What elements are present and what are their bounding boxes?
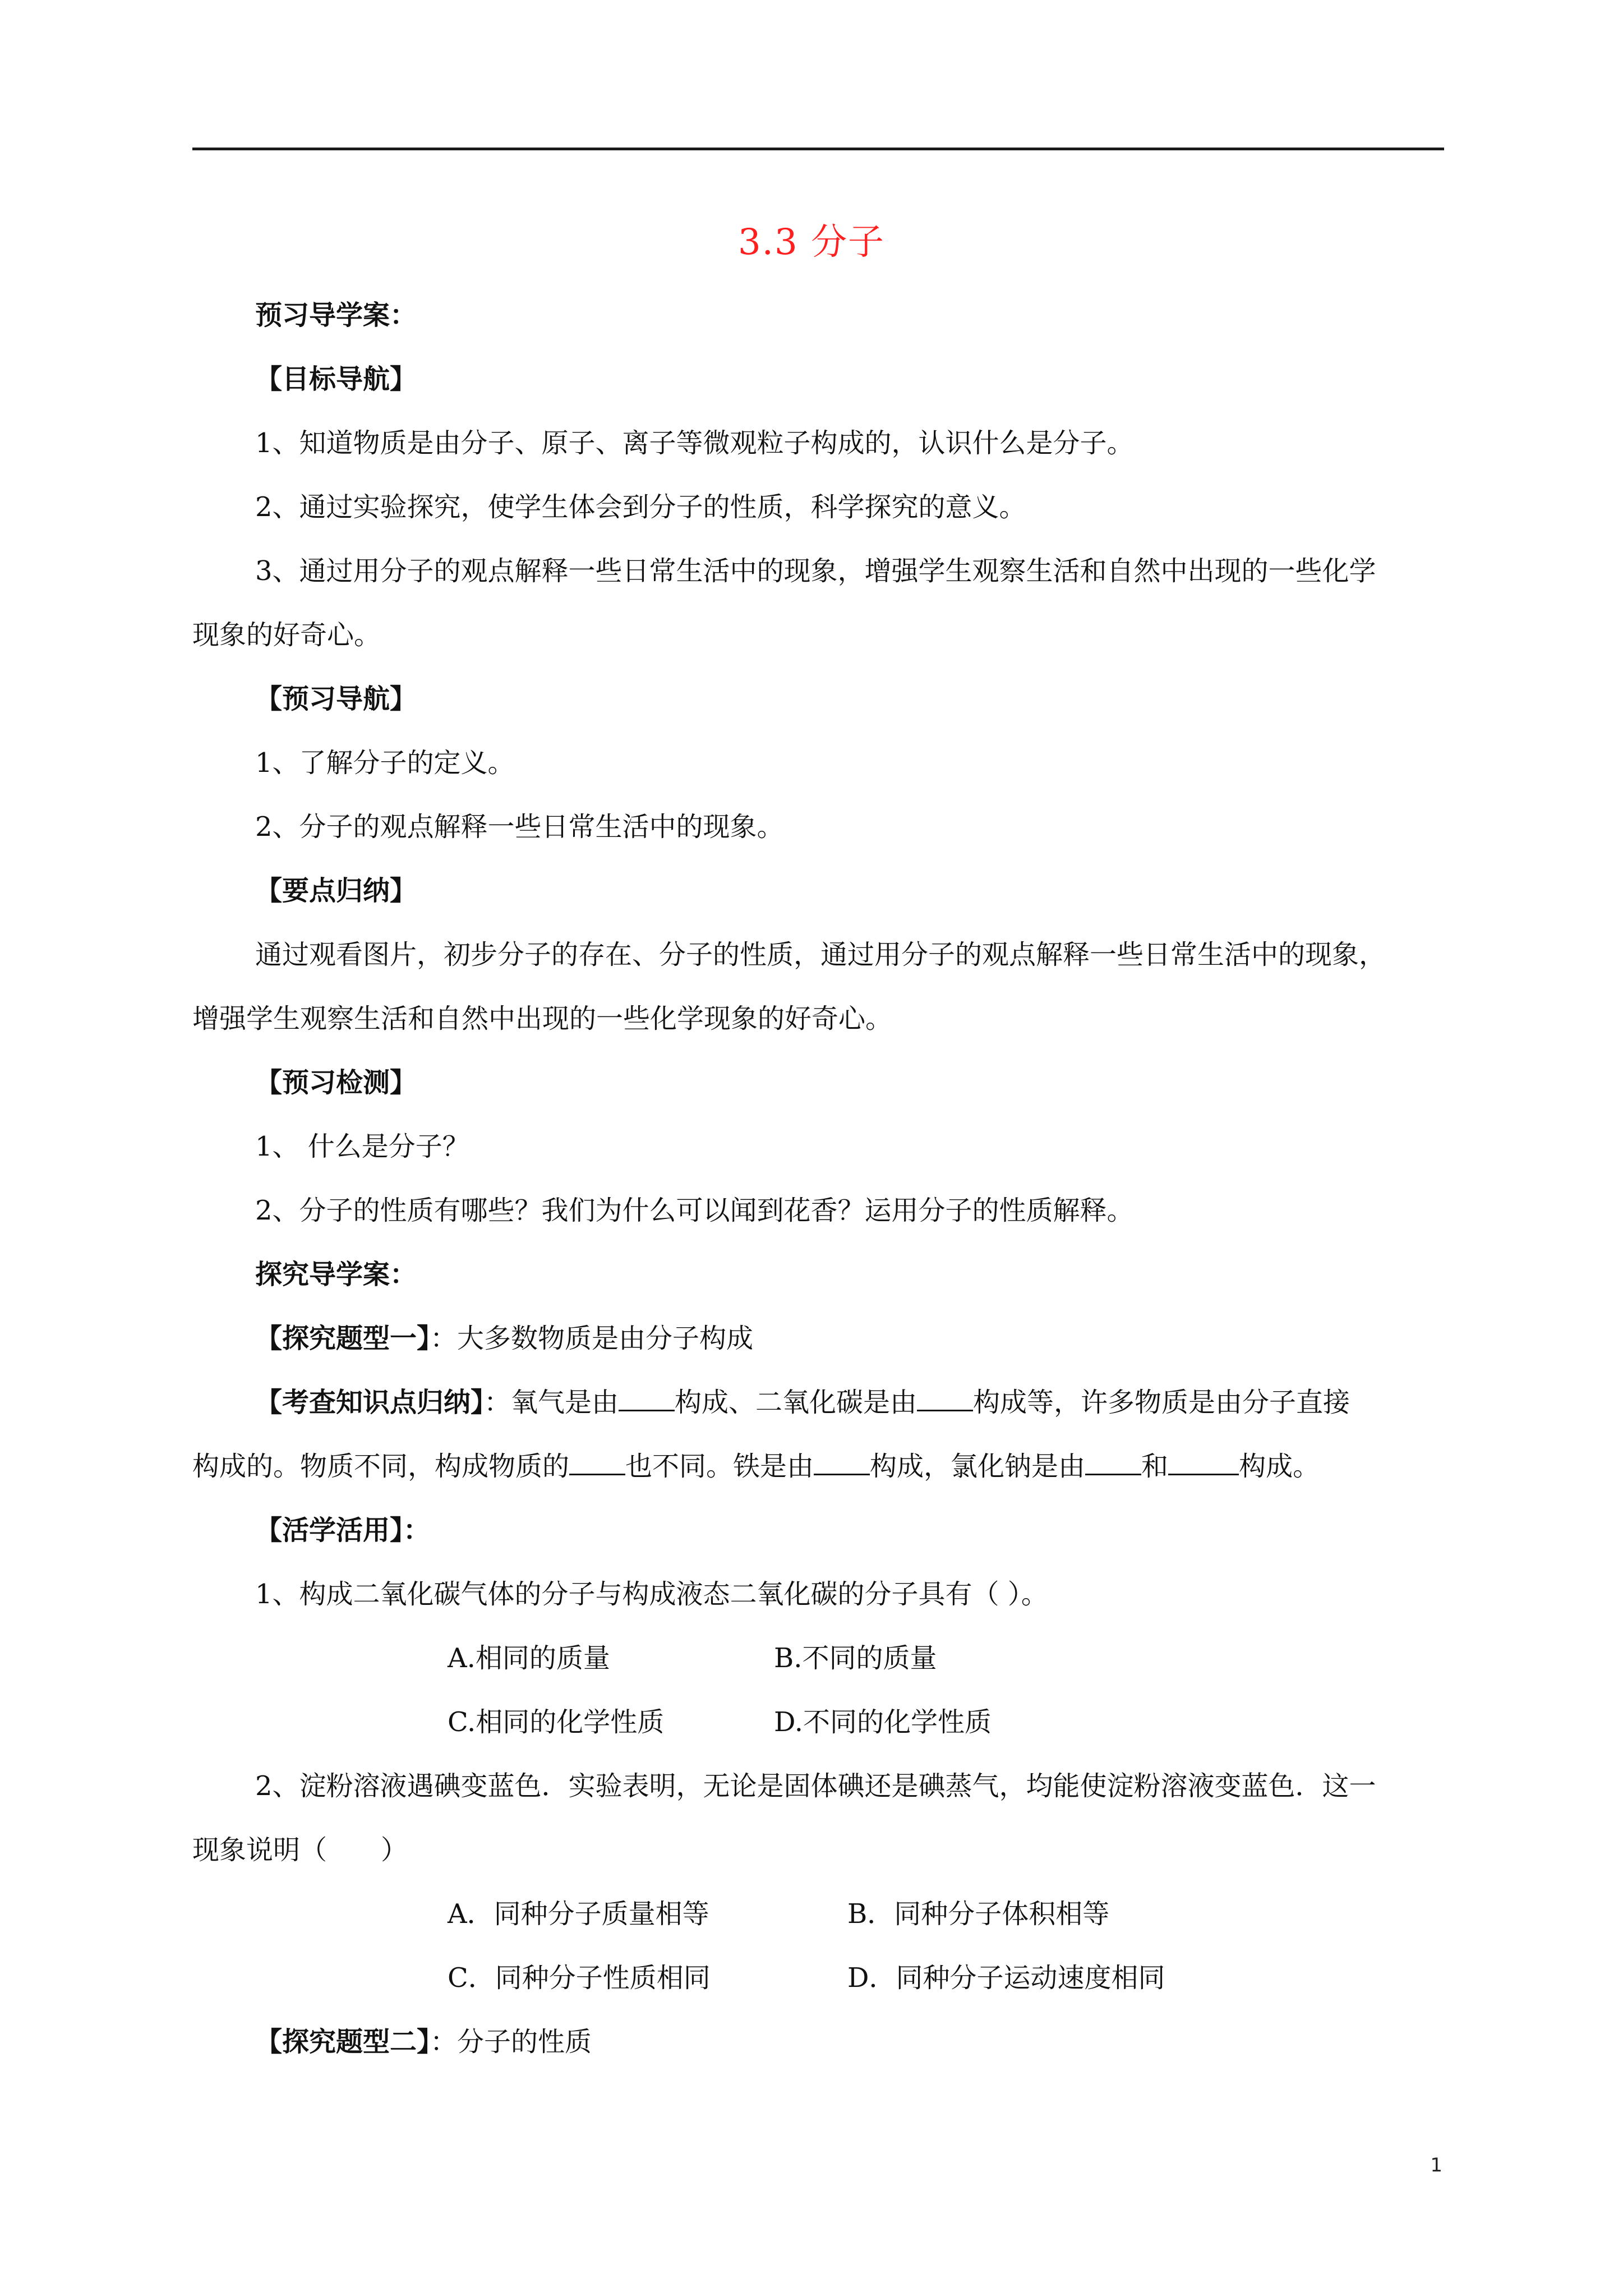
knowledge-text: 构成，氯化钠是由 bbox=[870, 1451, 1086, 1482]
knowledge-text: 和 bbox=[1141, 1451, 1169, 1482]
fill-blank[interactable] bbox=[1085, 1451, 1141, 1475]
question-1: 1、构成二氧化碳气体的分子与构成液态二氧化碳的分子具有（ ）。 bbox=[255, 1579, 1048, 1610]
goal-item: 1、知道物质是由分子、原子、离子等微观粒子构成的，认识什么是分子。 bbox=[255, 427, 1134, 459]
question-2-continued: 现象说明（ ） bbox=[192, 1834, 408, 1866]
fill-blank[interactable] bbox=[569, 1451, 625, 1475]
knowledge-text: ：氧气是由 bbox=[484, 1387, 619, 1418]
q1-option-a[interactable]: A.相同的质量 bbox=[448, 1642, 610, 1674]
page-number: 1 bbox=[1430, 2154, 1442, 2177]
goal-item-continued: 现象的好奇心。 bbox=[192, 619, 381, 651]
check-item: 2、分子的性质有哪些？我们为什么可以闻到花香？运用分子的性质解释。 bbox=[255, 1195, 1134, 1226]
fill-blank[interactable] bbox=[1168, 1451, 1239, 1475]
points-heading: 【要点归纳】 bbox=[255, 875, 417, 907]
apply-label: 【活学活用】 bbox=[255, 1515, 404, 1546]
apply-heading-line bbox=[192, 1498, 1507, 1562]
knowledge-text: 构成。 bbox=[1239, 1451, 1320, 1482]
q1-option-b[interactable]: B.不同的质量 bbox=[774, 1642, 937, 1674]
goals-heading: 【目标导航】 bbox=[255, 364, 417, 395]
explore-heading: 探究导学案： bbox=[255, 1259, 417, 1290]
q1-option-c[interactable]: C.相同的化学性质 bbox=[448, 1706, 665, 1738]
fill-blank[interactable] bbox=[814, 1451, 870, 1475]
type1-line bbox=[192, 1306, 1507, 1370]
q2-option-a[interactable]: A．同种分子质量相等 bbox=[448, 1898, 709, 1930]
nav-item: 2、分子的观点解释一些日常生活中的现象。 bbox=[255, 811, 784, 843]
knowledge-label: 【考查知识点归纳】 bbox=[255, 1387, 485, 1418]
goal-item: 3、通过用分子的观点解释一些日常生活中的现象，增强学生观察生活和自然中出现的一些化学 bbox=[255, 555, 1376, 587]
q1-option-d[interactable]: D.不同的化学性质 bbox=[774, 1706, 992, 1738]
points-text-continued: 增强学生观察生活和自然中出现的一些化学现象的好奇心。 bbox=[192, 1003, 893, 1034]
type1-label: 【探究题型一】 bbox=[255, 1323, 431, 1354]
fill-blank[interactable] bbox=[917, 1387, 973, 1411]
knowledge-line-continued bbox=[192, 1434, 1444, 1498]
type2-text: ：分子的性质 bbox=[430, 2026, 592, 2058]
type2-label: 【探究题型二】 bbox=[255, 2026, 431, 2058]
check-heading: 【预习检测】 bbox=[255, 1067, 417, 1098]
question-2: 2、淀粉溶液遇碘变蓝色．实验表明，无论是固体碘还是碘蒸气，均能使淀粉溶液变蓝色．这一 bbox=[255, 1770, 1376, 1802]
knowledge-line bbox=[192, 1370, 1507, 1434]
q2-option-b[interactable]: B．同种分子体积相等 bbox=[847, 1898, 1110, 1930]
goal-item: 2、通过实验探究，使学生体会到分子的性质，科学探究的意义。 bbox=[255, 491, 1026, 523]
knowledge-text: 构成的。物质不同，构成物质的 bbox=[192, 1451, 570, 1482]
points-text: 通过观看图片，初步分子的存在、分子的性质，通过用分子的观点解释一些日常生活中的现象， bbox=[255, 939, 1386, 970]
check-item: 1、 什么是分子？ bbox=[255, 1131, 469, 1162]
type2-line bbox=[192, 2010, 1507, 2074]
fill-blank[interactable] bbox=[619, 1387, 675, 1411]
page-title: 3.3 分子 bbox=[737, 222, 886, 263]
apply-colon: ： bbox=[403, 1515, 431, 1546]
nav-heading: 【预习导航】 bbox=[255, 683, 417, 715]
knowledge-text: 构成等，许多物质是由分子直接 bbox=[973, 1387, 1350, 1418]
type1-text: ：大多数物质是由分子构成 bbox=[430, 1323, 754, 1354]
q2-option-c[interactable]: C．同种分子性质相同 bbox=[448, 1962, 711, 1994]
header-rule bbox=[192, 148, 1444, 150]
knowledge-text: 构成、二氧化碳是由 bbox=[675, 1387, 917, 1418]
q2-option-d[interactable]: D．同种分子运动速度相同 bbox=[847, 1962, 1165, 1994]
knowledge-text: 也不同。铁是由 bbox=[625, 1451, 814, 1482]
nav-item: 1、了解分子的定义。 bbox=[255, 747, 515, 779]
preview-heading: 预习导学案： bbox=[255, 300, 417, 331]
